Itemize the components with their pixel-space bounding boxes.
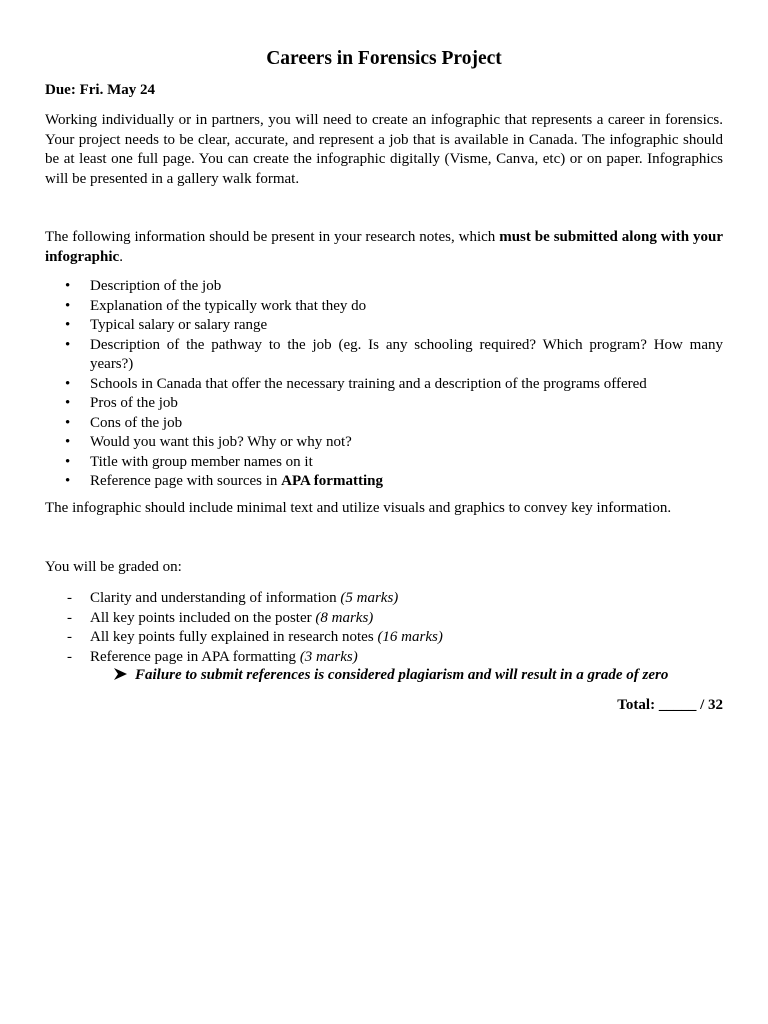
list-item-text: Schools in Canada that offer the necessary training and a description of the programs offered	[90, 375, 647, 392]
grading-item	[45, 609, 723, 629]
grading-criteria-list	[45, 589, 723, 667]
plagiarism-warning	[113, 666, 723, 686]
list-item	[45, 472, 723, 492]
visuals-note: The infographic should include minimal text and utilize visuals and graphics to convey key information.	[45, 500, 672, 516]
list-item	[45, 433, 723, 453]
apa-formatting-bold: APA formatting	[281, 473, 383, 489]
dash-mark: -	[67, 590, 72, 606]
dash-mark: -	[67, 648, 72, 665]
grading-item-marks: (5 marks)	[340, 590, 399, 606]
grading-item-marks: (3 marks)	[299, 648, 358, 665]
total-score: Total: _____ / 32	[617, 697, 723, 713]
plagiarism-warning-text: Failure to submit references is considered plagiarism and will result in a grade of zero	[135, 667, 669, 683]
grading-item	[45, 628, 723, 648]
grading-item-text: Reference page in APA formatting	[90, 648, 300, 665]
bullet-mark: •	[65, 473, 71, 489]
dash-mark: -	[67, 629, 72, 645]
grading-item-text: Clarity and understanding of information	[90, 590, 341, 606]
bullet-mark: •	[65, 434, 71, 450]
list-item-text: Reference page with sources in	[90, 473, 282, 489]
list-item	[45, 453, 723, 473]
bullet-mark: •	[65, 278, 71, 294]
list-item	[45, 414, 723, 434]
list-item	[45, 277, 723, 297]
list-item-text: Description of the pathway to the job (eg. Is any schooling required? Which program? How many years?)	[90, 336, 723, 372]
list-item	[45, 375, 723, 395]
research-end-text: .	[119, 248, 123, 265]
grading-item	[45, 648, 723, 668]
grading-item-marks: (8 marks)	[315, 609, 374, 626]
list-item-text: Title with group member names on it	[90, 453, 313, 470]
research-bold-text: must be submitted along with your infographic	[45, 229, 723, 265]
due-date: Due: Fri. May 24	[45, 82, 155, 98]
bullet-mark: •	[65, 297, 71, 314]
list-item-text: Cons of the job	[90, 414, 183, 431]
research-requirements-list	[45, 277, 723, 492]
graded-intro: You will be graded on:	[45, 559, 182, 575]
grading-item	[45, 589, 723, 609]
dash-mark: -	[67, 609, 72, 626]
list-item	[45, 394, 723, 414]
bullet-mark: •	[65, 317, 71, 333]
research-lead-text: The following information should be present in your research notes, which	[45, 229, 500, 245]
list-item	[45, 297, 723, 317]
list-item-text: Description of the job	[90, 278, 222, 294]
arrowhead-bullet-icon	[113, 668, 127, 680]
bullet-mark: •	[65, 395, 71, 411]
list-item-text: Explanation of the typically work that they do	[90, 297, 367, 314]
list-item-text: Typical salary or salary range	[90, 317, 268, 333]
list-item-text: Pros of the job	[90, 395, 178, 411]
page-title: Careers in Forensics Project	[266, 48, 502, 69]
bullet-mark: •	[65, 414, 71, 431]
research-notes-paragraph	[45, 228, 723, 267]
list-item	[45, 336, 723, 375]
grading-item-text: All key points included on the poster	[90, 609, 316, 626]
bullet-mark: •	[65, 375, 71, 392]
grading-item-text: All key points fully explained in research notes	[90, 629, 378, 645]
list-item	[45, 316, 723, 336]
list-item-text: Would you want this job? Why or why not?	[90, 434, 352, 450]
bullet-mark: •	[65, 453, 71, 470]
grading-item-marks: (16 marks)	[377, 629, 443, 645]
bullet-mark: •	[65, 336, 71, 353]
intro-paragraph: Working individually or in partners, you will need to create an infographic that represents a career in forensics. Your project needs to be clear, accurate, and represent a job that is available in Canada. The infographic should be at least one full page. You can create the infographic digitally (Visme, Canva, etc) or on paper. Infographics will be presented in a gallery walk format.	[45, 112, 723, 187]
